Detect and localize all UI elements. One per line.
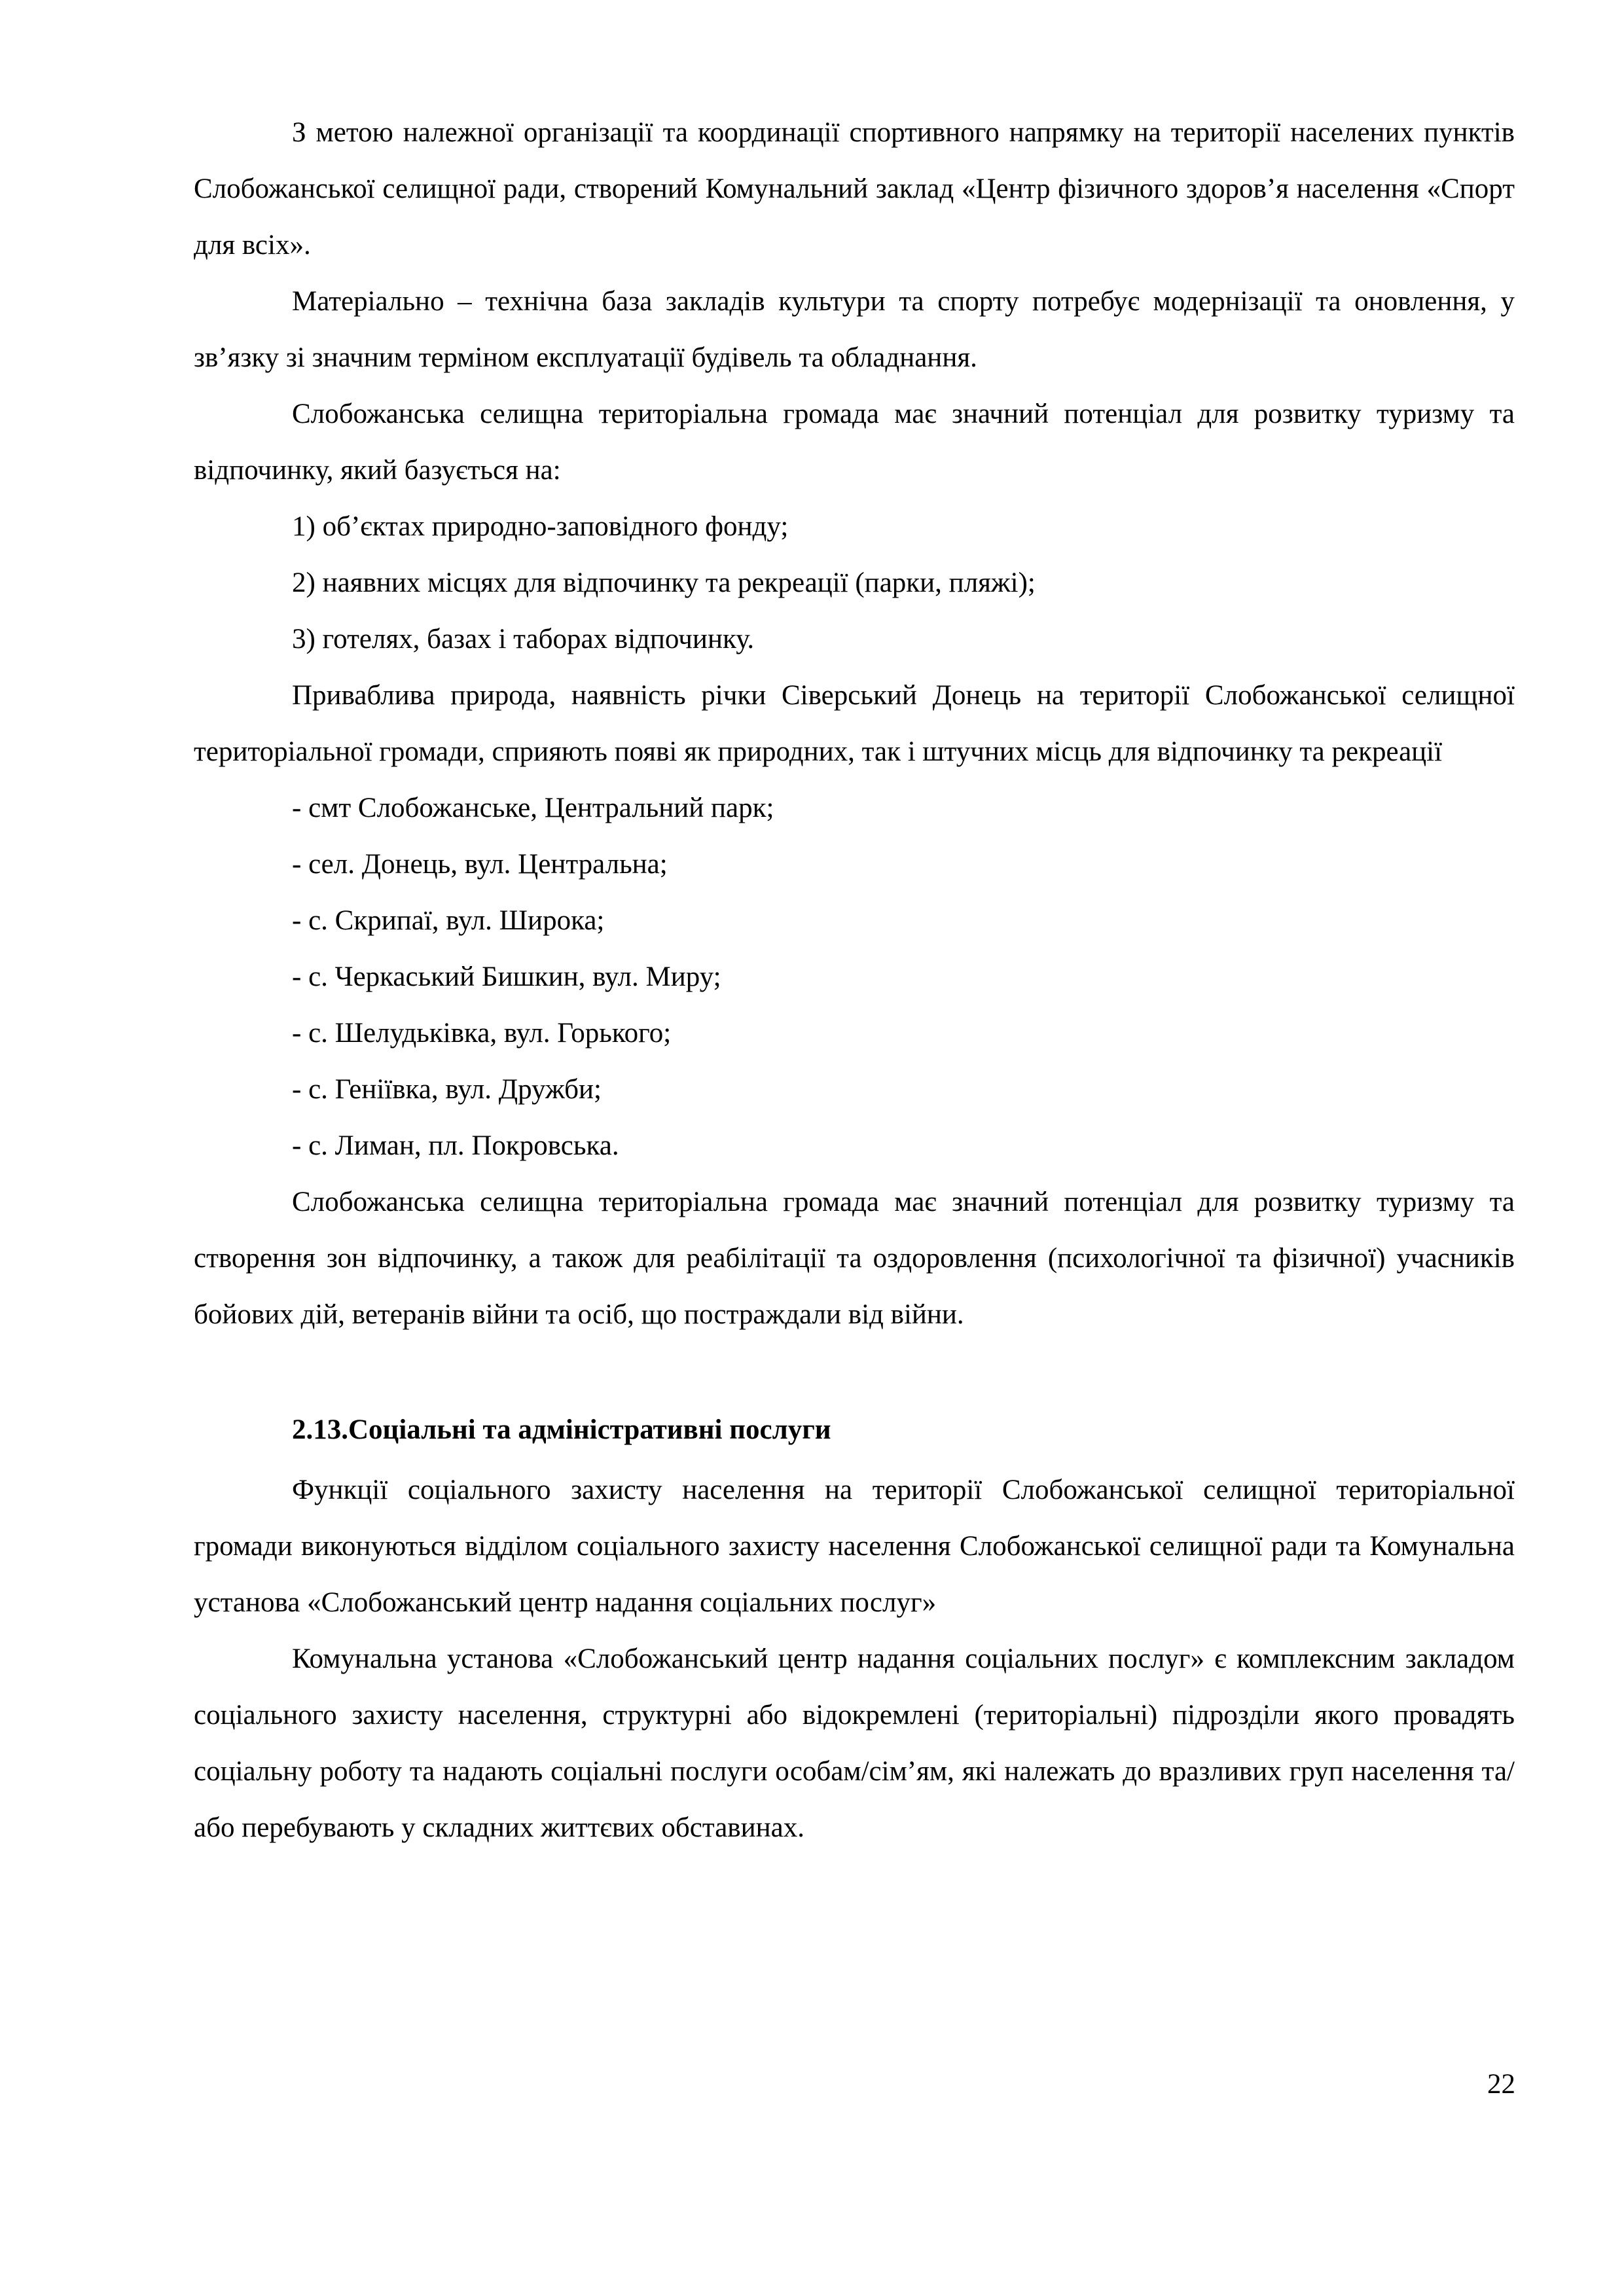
- paragraph-rehabilitation: Слобожанська селищна територіальна громада має значний потенціал для розвитку туризму та створення зон відпочинку, а також для реабілітації та оздоровлення (психологічної та фізичної) учасників бойових дій, ветеранів війни та осіб, що постраждали від війни.: [194, 1187, 1515, 1330]
- list-item: 1) об’єктах природно-заповідного фонду;: [292, 511, 789, 542]
- paragraph-social-protection: Функції соціального захисту населення на території Слобожанської селищної територіальної громади виконуються відділом соціального захисту населення Слобожанської селищної ради та Комунальна установа «Слобожанський центр надання соціальних послуг»: [194, 1475, 1515, 1618]
- list-item: - с. Скрипаї, вул. Широка;: [292, 905, 605, 936]
- paragraph-nature: Приваблива природа, наявність річки Сіверський Донець на території Слобожанської селищної територіальної громади, сприяють появі як природних, так і штучних місць для відпочинку та рекреації: [194, 680, 1515, 767]
- locations-list: [194, 780, 1515, 1174]
- page-number: 22: [1487, 2069, 1515, 2100]
- document-page: [194, 105, 1515, 1856]
- section-heading: 2.13.Соціальні та адміністративні послуги: [292, 1414, 831, 1445]
- list-item: - с. Лиман, пл. Покровська.: [292, 1130, 619, 1161]
- paragraph-social-center: Комунальна установа «Слобожанський центр надання соціальних послуг» є комплексним закладом соціального захисту населення, структурні або відокремлені (територіальні) підрозділи якого провадять соціальну роботу та надають соціальні послуги особам/сім’ям, які належать до вразливих груп населення та/або перебувають у складних життєвих обставинах.: [194, 1643, 1515, 1843]
- list-item: - с. Шелудьківка, вул. Горького;: [292, 1018, 672, 1049]
- paragraph-material-base: Матеріально – технічна база закладів культури та спорту потребує модернізації та оновлення, у зв’язку зі значним терміном експлуатації будівель та обладнання.: [194, 286, 1515, 373]
- list-item: - сел. Донець, вул. Центральна;: [292, 849, 668, 880]
- numbered-list: [194, 499, 1515, 668]
- list-item: 3) готелях, базах і таборах відпочинку.: [292, 624, 755, 655]
- list-item: - с. Черкаський Бишкин, вул. Миру;: [292, 961, 721, 992]
- list-item: - смт Слобожанське, Центральний парк;: [292, 793, 774, 823]
- paragraph-tourism-potential: Слобожанська селищна територіальна громада має значний потенціал для розвитку туризму та відпочинку, який базується на:: [194, 399, 1515, 486]
- list-item: 2) наявних місцях для відпочинку та рекреації (парки, пляжі);: [292, 567, 1036, 598]
- paragraph-sport-center: З метою належної організації та координації спортивного напрямку на території населених пунктів Слобожанської селищної ради, створений Комунальний заклад «Центр фізичного здоров’я населення «Спорт для всіх».: [194, 117, 1515, 260]
- list-item: - с. Геніївка, вул. Дружби;: [292, 1074, 602, 1105]
